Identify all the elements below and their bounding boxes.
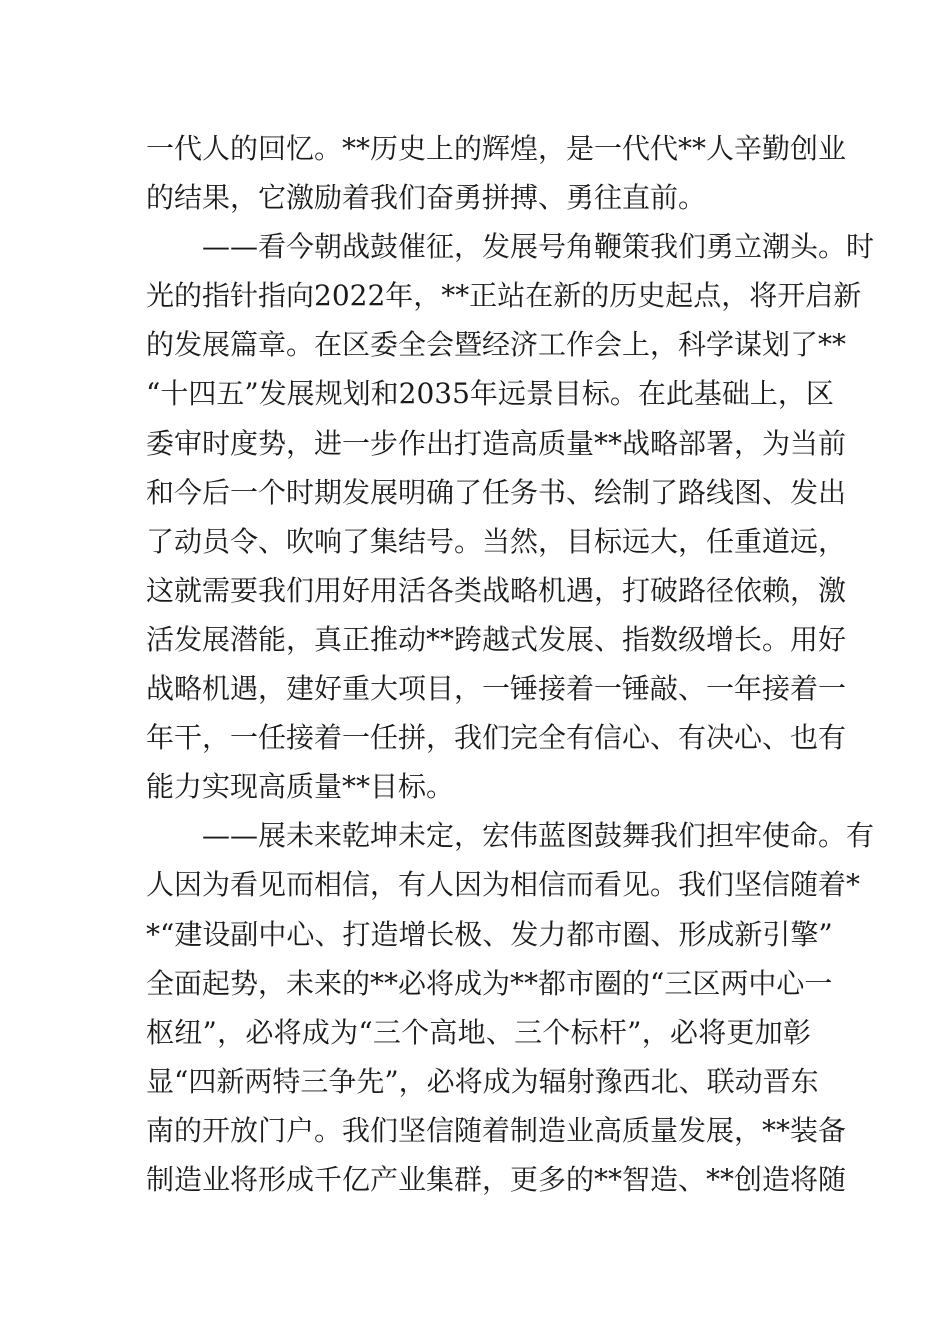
text-line: 枢纽”，必将成为“三个高地、三个标杆”，必将更加彰 [146, 1015, 811, 1049]
text-line: 南的开放门户。我们坚信随着制造业高质量发展，**装备 [146, 1113, 847, 1147]
text-line: 委审时度势，进一步作出打造高质量**战略部署，为当前 [146, 426, 847, 460]
text-line: ——展未来乾坤未定，宏伟蓝图鼓舞我们担牢使命。有 [146, 819, 875, 853]
text-line: “十四五”发展规划和2035年远景目标。在此基础上，区 [146, 377, 834, 411]
text-line: 的发展篇章。在区委全会暨经济工作会上，科学谋划了** [146, 328, 847, 362]
text-line: 显“四新两特三争先”，必将成为辐射豫西北、联动晋东 [146, 1064, 819, 1098]
text-line: 人因为看见而相信，有人因为相信而看见。我们坚信随着* [146, 868, 861, 902]
text-line: 一代人的回忆。**历史上的辉煌，是一代代**人辛勤创业 [146, 132, 847, 165]
text-line: 活发展潜能，真正推动**跨越式发展、指数级增长。用好 [146, 622, 847, 656]
text-line: *“建设副中心、打造增长极、发力都市圈、形成新引擎” [146, 917, 833, 951]
text-line: 光的指针指向2022年，**正站在新的历史起点，将开启新 [146, 279, 862, 313]
text-line: 全面起势，未来的**必将成为**都市圈的“三区两中心一 [146, 966, 833, 1000]
body-text [146, 124, 875, 1204]
text-line: 年干，一任接着一任拼，我们完全有信心、有决心、也有 [146, 721, 847, 755]
text-line: 的结果，它激励着我们奋勇拼搏、勇往直前。 [146, 181, 707, 215]
text-line: 这就需要我们用好用活各类战略机遇，打破路径依赖，激 [146, 573, 847, 607]
text-line: 制造业将形成千亿产业集群，更多的**智造、**创造将随 [146, 1162, 847, 1196]
text-line: 能力实现高质量**目标。 [146, 770, 455, 804]
text-line: 战略机遇，建好重大项目，一锤接着一锤敲、一年接着一 [146, 672, 847, 706]
text-line: 和今后一个时期发展明确了任务书、绘制了路线图、发出 [146, 475, 847, 509]
text-line: 了动员令、吹响了集结号。当然，目标远大，任重道远， [146, 524, 847, 558]
text-line: ——看今朝战鼓催征，发展号角鞭策我们勇立潮头。时 [146, 230, 875, 264]
